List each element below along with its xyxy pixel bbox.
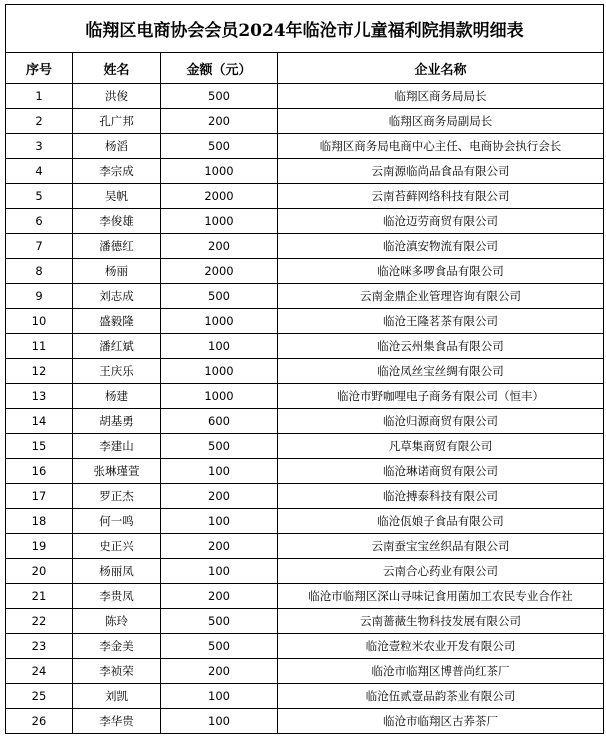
cell-amount[interactable]: 2000 [161, 184, 278, 209]
cell-company[interactable]: 临沧佤娘子食品有限公司 [278, 509, 604, 534]
cell-name[interactable]: 潘红斌 [73, 334, 161, 359]
table-row [6, 459, 604, 484]
table-row [6, 259, 604, 284]
cell-no[interactable]: 3 [6, 134, 73, 159]
cell-company[interactable]: 云南苔藓网络科技有限公司 [278, 184, 604, 209]
cell-name[interactable]: 李祯荣 [73, 659, 161, 684]
header-name[interactable]: 姓名 [73, 53, 161, 84]
cell-name[interactable]: 王庆乐 [73, 359, 161, 384]
cell-company[interactable]: 临沧迈劳商贸有限公司 [278, 209, 604, 234]
table-title[interactable]: 临翔区电商协会会员2024年临沧市儿童福利院捐款明细表 [6, 5, 604, 53]
cell-name[interactable]: 何一鸣 [73, 509, 161, 534]
cell-no[interactable]: 17 [6, 484, 73, 509]
donation-table [5, 4, 604, 734]
cell-amount[interactable]: 1000 [161, 384, 278, 409]
table-row [6, 634, 604, 659]
cell-no[interactable]: 23 [6, 634, 73, 659]
table-row [6, 509, 604, 534]
table-row [6, 434, 604, 459]
table-row [6, 284, 604, 309]
cell-amount[interactable]: 200 [161, 109, 278, 134]
header-company[interactable]: 企业名称 [278, 53, 604, 84]
cell-name[interactable]: 潘德红 [73, 234, 161, 259]
cell-company[interactable]: 临沧王隆茗茶有限公司 [278, 309, 604, 334]
cell-name[interactable]: 孔广邦 [73, 109, 161, 134]
cell-no[interactable]: 12 [6, 359, 73, 384]
table-row [6, 359, 604, 384]
cell-no[interactable]: 21 [6, 584, 73, 609]
cell-name[interactable]: 张琳瑾萱 [73, 459, 161, 484]
cell-company[interactable]: 云南合心药业有限公司 [278, 559, 604, 584]
cell-name[interactable]: 杨丽 [73, 259, 161, 284]
cell-name[interactable]: 盛毅隆 [73, 309, 161, 334]
cell-name[interactable]: 李建山 [73, 434, 161, 459]
table-row [6, 309, 604, 334]
cell-company[interactable]: 临沧凤丝宝丝绸有限公司 [278, 359, 604, 384]
cell-amount[interactable]: 500 [161, 634, 278, 659]
cell-amount[interactable]: 200 [161, 584, 278, 609]
cell-name[interactable]: 洪俊 [73, 84, 161, 109]
table-row [6, 709, 604, 734]
table-row [6, 559, 604, 584]
cell-name[interactable]: 罗正杰 [73, 484, 161, 509]
cell-amount[interactable]: 500 [161, 84, 278, 109]
table-row [6, 184, 604, 209]
cell-no[interactable]: 19 [6, 534, 73, 559]
cell-amount[interactable]: 100 [161, 559, 278, 584]
cell-name[interactable]: 吴帆 [73, 184, 161, 209]
cell-company[interactable]: 临沧滇安物流有限公司 [278, 234, 604, 259]
cell-company[interactable]: 临沧搏泰科技有限公司 [278, 484, 604, 509]
cell-no[interactable]: 6 [6, 209, 73, 234]
table-row [6, 534, 604, 559]
cell-amount[interactable]: 2000 [161, 259, 278, 284]
cell-no[interactable]: 22 [6, 609, 73, 634]
cell-no[interactable]: 5 [6, 184, 73, 209]
table-row [6, 484, 604, 509]
table-row [6, 109, 604, 134]
cell-company[interactable]: 临翔区商务局局长 [278, 84, 604, 109]
cell-no[interactable]: 13 [6, 384, 73, 409]
cell-amount[interactable]: 500 [161, 134, 278, 159]
cell-company[interactable]: 凡草集商贸有限公司 [278, 434, 604, 459]
cell-company[interactable]: 云南金鼎企业管理咨询有限公司 [278, 284, 604, 309]
cell-no[interactable]: 4 [6, 159, 73, 184]
cell-name[interactable]: 杨丽凤 [73, 559, 161, 584]
cell-amount[interactable]: 100 [161, 684, 278, 709]
cell-name[interactable]: 杨滔 [73, 134, 161, 159]
table-row [6, 409, 604, 434]
cell-company[interactable]: 云南蔷薇生物科技发展有限公司 [278, 609, 604, 634]
cell-company[interactable]: 临沧市临翔区古荞茶厂 [278, 709, 604, 734]
cell-no[interactable]: 25 [6, 684, 73, 709]
cell-amount[interactable]: 100 [161, 459, 278, 484]
cell-no[interactable]: 9 [6, 284, 73, 309]
cell-name[interactable]: 李华贵 [73, 709, 161, 734]
header-row [6, 53, 604, 84]
table-row [6, 659, 604, 684]
header-no[interactable]: 序号 [6, 53, 73, 84]
cell-name[interactable]: 李金美 [73, 634, 161, 659]
cell-amount[interactable]: 100 [161, 509, 278, 534]
cell-amount[interactable]: 100 [161, 334, 278, 359]
table-row [6, 159, 604, 184]
cell-name[interactable]: 史正兴 [73, 534, 161, 559]
table-row [6, 584, 604, 609]
cell-name[interactable]: 陈玲 [73, 609, 161, 634]
table-row [6, 609, 604, 634]
cell-no[interactable]: 8 [6, 259, 73, 284]
cell-amount[interactable]: 100 [161, 709, 278, 734]
cell-amount[interactable]: 1000 [161, 359, 278, 384]
cell-no[interactable]: 7 [6, 234, 73, 259]
cell-no[interactable]: 18 [6, 509, 73, 534]
cell-amount[interactable]: 200 [161, 659, 278, 684]
cell-name[interactable]: 李贵凤 [73, 584, 161, 609]
cell-company[interactable]: 临沧市临翔区深山寻味记食用菌加工农民专业合作社 [278, 584, 604, 609]
cell-no[interactable]: 16 [6, 459, 73, 484]
cell-amount[interactable]: 500 [161, 434, 278, 459]
cell-amount[interactable]: 500 [161, 609, 278, 634]
table-row [6, 384, 604, 409]
cell-no[interactable]: 11 [6, 334, 73, 359]
cell-amount[interactable]: 200 [161, 534, 278, 559]
cell-company[interactable]: 临沧壹粒米农业开发有限公司 [278, 634, 604, 659]
cell-company[interactable]: 临沧云州集食品有限公司 [278, 334, 604, 359]
cell-company[interactable]: 云南蚕宝宝丝织品有限公司 [278, 534, 604, 559]
cell-amount[interactable]: 1000 [161, 209, 278, 234]
cell-amount[interactable]: 500 [161, 284, 278, 309]
table-row [6, 84, 604, 109]
cell-amount[interactable]: 200 [161, 234, 278, 259]
cell-amount[interactable]: 1000 [161, 309, 278, 334]
cell-name[interactable]: 李宗成 [73, 159, 161, 184]
cell-no[interactable]: 10 [6, 309, 73, 334]
table-row [6, 209, 604, 234]
table-row [6, 134, 604, 159]
cell-company[interactable]: 临沧咪多啰食品有限公司 [278, 259, 604, 284]
cell-amount[interactable]: 200 [161, 484, 278, 509]
cell-name[interactable]: 李俊雄 [73, 209, 161, 234]
cell-name[interactable]: 刘志成 [73, 284, 161, 309]
cell-name[interactable]: 胡基勇 [73, 409, 161, 434]
cell-no[interactable]: 26 [6, 709, 73, 734]
cell-name[interactable]: 刘凯 [73, 684, 161, 709]
table-row [6, 234, 604, 259]
cell-company[interactable]: 临沧琳诺商贸有限公司 [278, 459, 604, 484]
cell-company[interactable]: 临沧伍贰壹品韵茶业有限公司 [278, 684, 604, 709]
cell-amount[interactable]: 1000 [161, 159, 278, 184]
cell-no[interactable]: 24 [6, 659, 73, 684]
table-row [6, 334, 604, 359]
cell-company[interactable]: 临沧市临翔区博普尚红茶厂 [278, 659, 604, 684]
cell-company[interactable]: 临翔区商务局电商中心主任、电商协会执行会长 [278, 134, 604, 159]
header-amount[interactable]: 金额（元） [161, 53, 278, 84]
cell-company[interactable]: 临沧市野咖哩电子商务有限公司（恒丰） [278, 384, 604, 409]
cell-no[interactable]: 2 [6, 109, 73, 134]
cell-no[interactable]: 15 [6, 434, 73, 459]
cell-no[interactable]: 14 [6, 409, 73, 434]
cell-amount[interactable]: 600 [161, 409, 278, 434]
cell-name[interactable]: 杨建 [73, 384, 161, 409]
cell-no[interactable]: 1 [6, 84, 73, 109]
table-row [6, 684, 604, 709]
cell-company[interactable]: 临翔区商务局副局长 [278, 109, 604, 134]
cell-company[interactable]: 云南源临尚品食品有限公司 [278, 159, 604, 184]
title-row [6, 5, 604, 53]
cell-company[interactable]: 临沧归源商贸有限公司 [278, 409, 604, 434]
cell-no[interactable]: 20 [6, 559, 73, 584]
